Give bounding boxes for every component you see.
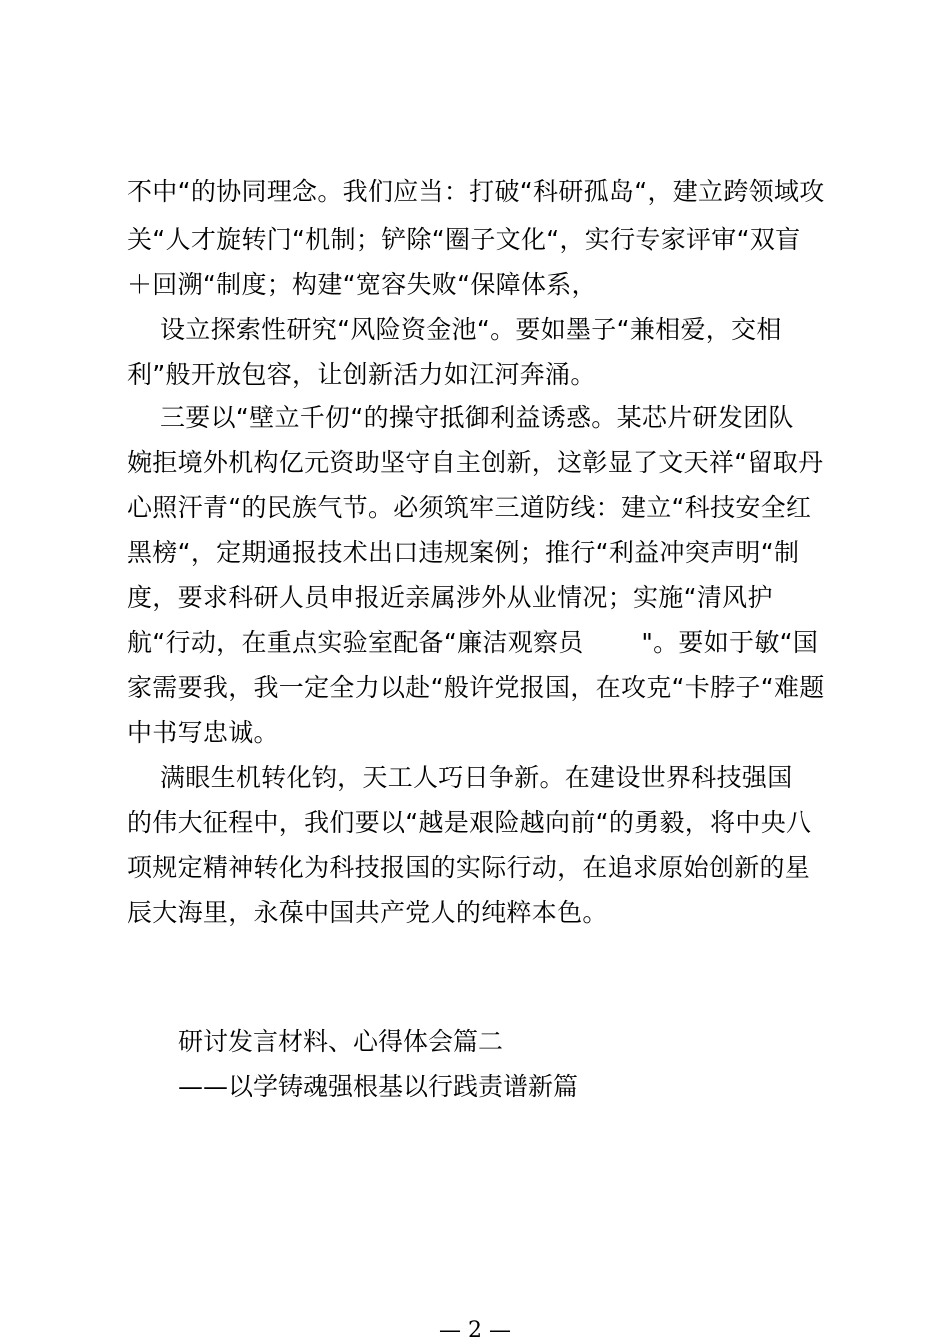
paragraph-line: 的伟大征程中，我们要以“越是艰险越向前“的勇毅，将中央八 [127,808,812,837]
paragraph-line: 三要以“壁立千仞“的操守抵御利益诱惑。某芯片研发团队 [127,403,794,432]
paragraph-line: 关“人才旋转门“机制；铲除“圈子文化“，实行专家评审“双盲 [127,225,801,254]
paragraph-line: 利”般开放包容，让创新活力如江河奔涌。 [127,360,596,389]
paragraph-line: 黑榜“，定期通报技术出口违规案例；推行“利益冲突声明“制 [127,538,800,567]
paragraph-line: 辰大海里，永葆中国共产党人的纯粹本色。 [127,898,608,927]
paragraph-line: ＋回溯“制度；构建“宽容失败“保障体系， [127,270,597,299]
paragraph-line: 心照汗青“的民族气节。必须筑牢三道防线：建立“科技安全红 [127,493,812,522]
paragraph-line: 婉拒境外机构亿元资助坚守自主创新，这彰显了文天祥“留取丹 [127,448,824,477]
section-title: 研讨发言材料、心得体会篇二 [178,1027,504,1056]
paragraph-line: 航“行动，在重点实验室配备“廉洁观察员 "。要如于敏“国 [127,628,819,657]
section-subtitle: ——以学铸魂强根基以行践责谱新篇 [178,1072,579,1101]
paragraph-line: 项规定精神转化为科技报国的实际行动，在追求原始创新的星 [127,853,811,882]
paragraph-line: 家需要我，我一定全力以赴“般许党报国，在攻克“卡脖子“难题 [127,673,825,702]
paragraph-line: 设立探索性研究“风险资金池“。要如墨子“兼相爱，交相 [127,315,782,344]
paragraph-line: 满眼生机转化钧，天工人巧日争新。在建设世界科技强国 [127,763,793,792]
paragraph-line: 中书写忠诚。 [127,718,279,747]
paragraph-line: 度，要求科研人员申报近亲属涉外从业情况；实施“清风护 [127,583,773,612]
paragraph-line: 不中“的协同理念。我们应当：打破“科研孤岛“，建立跨领域攻 [127,177,825,206]
page-number: — 2 — [439,1318,511,1343]
